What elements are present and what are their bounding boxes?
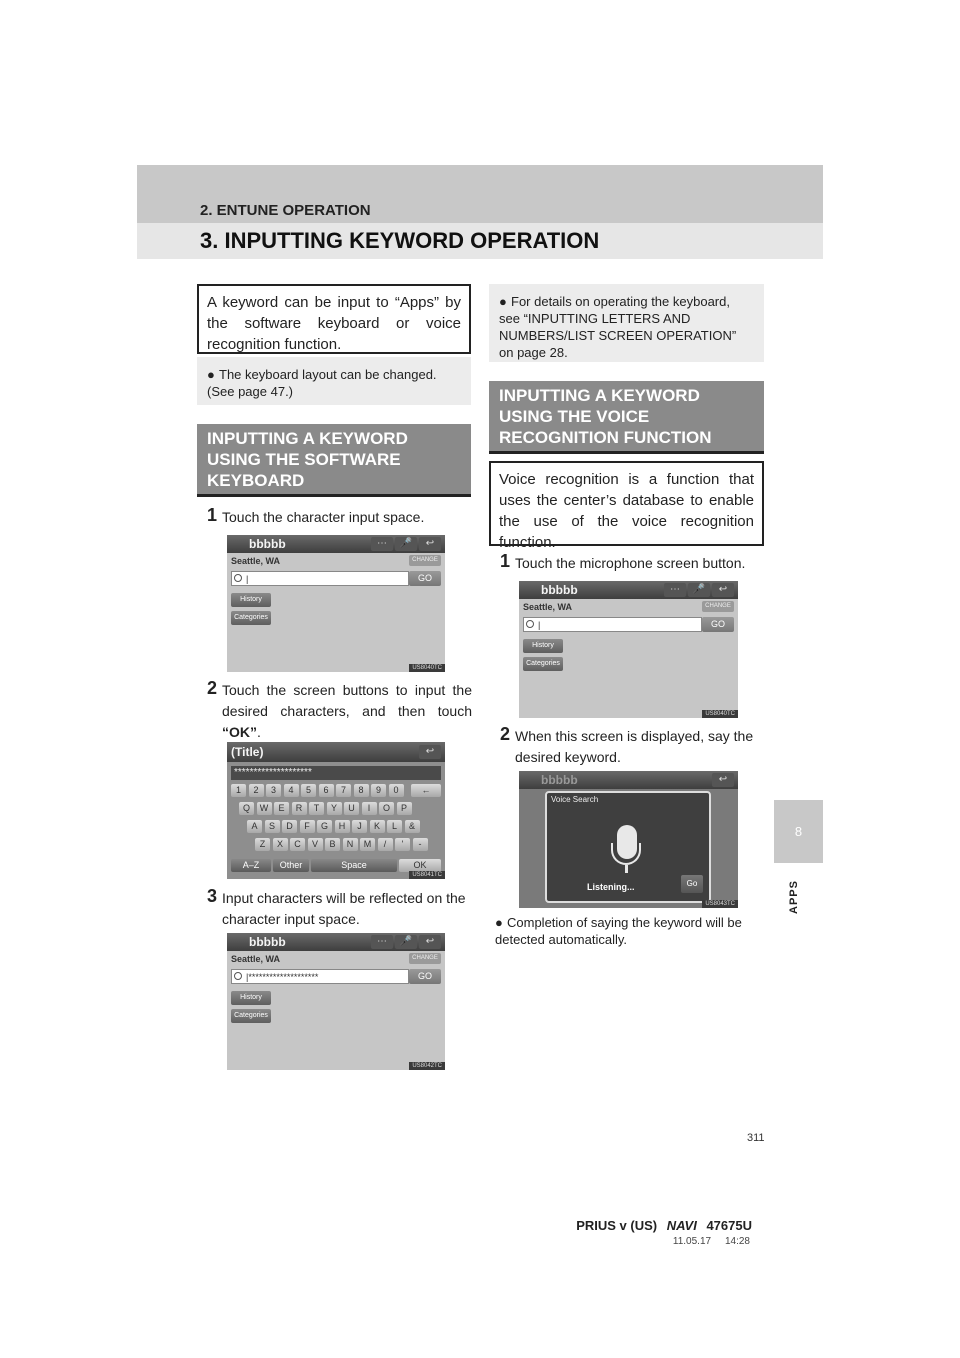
screen-keyboard xyxy=(227,742,445,879)
step-number: 1 xyxy=(207,505,218,525)
bullet-icon: ● xyxy=(207,367,215,382)
space-key[interactable]: Space xyxy=(311,859,397,872)
image-code: US8040TC xyxy=(702,710,738,718)
categories-button[interactable]: Categories xyxy=(231,1009,271,1023)
go-button[interactable]: GO xyxy=(702,617,734,632)
keyboard-key[interactable]: 9 xyxy=(371,784,386,797)
keyboard-key[interactable]: M xyxy=(360,838,375,851)
page-title: 3. INPUTTING KEYWORD OPERATION xyxy=(200,228,600,253)
image-code: US8042TC xyxy=(409,1062,445,1070)
chapter-number: 8 xyxy=(794,824,803,839)
image-code: US8041TC xyxy=(409,871,445,879)
keyboard-key[interactable]: 2 xyxy=(249,784,264,797)
microphone-icon[interactable]: 🎤 xyxy=(688,583,710,597)
back-icon[interactable]: ↩ xyxy=(419,935,441,949)
keyboard-key[interactable]: R xyxy=(292,802,307,815)
image-code: US8043TC xyxy=(702,900,738,908)
keyboard-key[interactable]: E xyxy=(274,802,289,815)
step-tail: . xyxy=(257,724,261,740)
keyboard-key[interactable]: J xyxy=(352,820,367,833)
keyboard-key[interactable]: 3 xyxy=(266,784,281,797)
voice-search-dialog xyxy=(545,791,711,903)
step-text: Touch the microphone screen button. xyxy=(515,555,746,571)
left-step-2 xyxy=(207,678,472,743)
ok-key[interactable]: OK xyxy=(399,859,441,872)
right-step-1 xyxy=(500,551,765,574)
keyboard-key[interactable]: Z xyxy=(255,838,270,851)
keyboard-key[interactable]: ' xyxy=(395,838,410,851)
bullet-icon: ● xyxy=(499,294,507,309)
keyboard-key[interactable]: - xyxy=(413,838,428,851)
left-step-3 xyxy=(207,886,472,930)
step-number: 1 xyxy=(500,551,511,571)
section-header: 2. ENTUNE OPERATION xyxy=(200,202,371,219)
search-icon xyxy=(234,972,242,980)
keyboard-key[interactable]: T xyxy=(309,802,324,815)
bullet-icon: ● xyxy=(495,915,503,930)
screen-location: Seattle, WA xyxy=(231,556,281,566)
chapter-label: APPS xyxy=(788,880,800,914)
voice-go-button[interactable]: Go xyxy=(681,875,703,893)
keyboard-key[interactable]: F xyxy=(300,820,315,833)
keyboard-key[interactable]: D xyxy=(282,820,297,833)
note-text: For details on operating the keyboard, see “INPUTTING LETTERS AND NUMBERS/LIST SCREEN OPERATION” on page 28. xyxy=(499,294,737,360)
keyboard-key[interactable]: N xyxy=(343,838,358,851)
keyboard-key[interactable]: Y xyxy=(327,802,342,815)
voice-intro-box: Voice recognition is a function that uses the center’s database to enable the use of the voice recognition function. xyxy=(489,461,764,546)
image-code: US8040TC xyxy=(409,664,445,672)
character-input-space[interactable]: | xyxy=(231,571,409,586)
screen-app-title: bbbbb xyxy=(541,773,578,787)
keyboard-key[interactable]: 6 xyxy=(319,784,334,797)
footer-model-name: PRIUS v (US) xyxy=(576,1218,658,1233)
footer-navi: NAVI xyxy=(666,1218,697,1233)
keyboard-key[interactable]: B xyxy=(325,838,340,851)
screen-app-title: bbbbb xyxy=(249,935,286,949)
keyboard-input-field[interactable]: ******************** xyxy=(231,766,441,780)
screen-search-empty xyxy=(227,535,445,672)
change-button[interactable]: CHANGE xyxy=(409,555,441,566)
search-icon xyxy=(234,574,242,582)
screen-search-typed xyxy=(227,933,445,1070)
back-icon[interactable]: ↩ xyxy=(712,583,734,597)
step-number: 3 xyxy=(207,886,218,906)
step-number: 2 xyxy=(500,724,511,744)
keyboard-key[interactable]: 0 xyxy=(389,784,404,797)
microphone-stand-icon xyxy=(611,843,641,865)
keyboard-key[interactable]: / xyxy=(378,838,393,851)
other-key[interactable]: Other xyxy=(273,859,309,872)
screen-location: Seattle, WA xyxy=(523,602,573,612)
keyboard-title: (Title) xyxy=(231,745,264,759)
keyboard-key[interactable]: K xyxy=(370,820,385,833)
keyboard-key[interactable]: 5 xyxy=(301,784,316,797)
keyboard-key[interactable]: H xyxy=(335,820,350,833)
keyboard-icon[interactable]: ⋯ xyxy=(371,537,393,551)
keyboard-key[interactable]: P xyxy=(397,802,412,815)
keyboard-key[interactable]: V xyxy=(308,838,323,851)
keyboard-icon[interactable]: ⋯ xyxy=(664,583,686,597)
history-button[interactable]: History xyxy=(231,991,271,1005)
screen-app-title: bbbbb xyxy=(249,537,286,551)
keyboard-key[interactable]: S xyxy=(265,820,280,833)
step-text: Input characters will be reflected on the character input space. xyxy=(222,890,466,927)
backspace-key[interactable]: ← xyxy=(411,784,441,797)
az-key[interactable]: A–Z xyxy=(231,859,271,872)
section-voice-recognition: INPUTTING A KEYWORD USING THE VOICE RECOGNITION FUNCTION xyxy=(489,381,764,454)
footer-datetime: 11.05.17 14:28 xyxy=(672,1236,750,1247)
screen-search-mic xyxy=(519,581,738,718)
keyboard-key[interactable]: O xyxy=(379,802,394,815)
note-text: The keyboard layout can be changed. (See page 47.) xyxy=(207,367,437,399)
microphone-icon[interactable]: 🎤 xyxy=(395,935,417,949)
keyboard-key[interactable]: 8 xyxy=(354,784,369,797)
step-ok-label: “OK” xyxy=(222,724,257,740)
screen-voice-search xyxy=(519,771,738,908)
keyboard-key[interactable]: W xyxy=(257,802,272,815)
character-input-space[interactable]: |******************** xyxy=(231,969,409,984)
screen-app-title: bbbbb xyxy=(541,583,578,597)
step-text: When this screen is displayed, say the desired keyword. xyxy=(515,728,754,765)
keyboard-key[interactable]: 1 xyxy=(231,784,246,797)
step-text: Touch the screen buttons to input the desired characters, and then touch xyxy=(222,682,472,719)
keyboard-key[interactable]: U xyxy=(344,802,359,815)
keyboard-key[interactable]: A xyxy=(247,820,262,833)
back-icon[interactable]: ↩ xyxy=(712,773,734,787)
step-text: Touch the character input space. xyxy=(222,509,425,525)
history-button[interactable]: History xyxy=(523,639,563,653)
back-icon[interactable]: ↩ xyxy=(419,537,441,551)
go-button[interactable]: GO xyxy=(409,571,441,586)
keyboard-key[interactable]: 4 xyxy=(284,784,299,797)
history-button[interactable]: History xyxy=(231,593,271,607)
keyboard-key[interactable]: I xyxy=(362,802,377,815)
section-software-keyboard: INPUTTING A KEYWORD USING THE SOFTWARE KEYBOARD xyxy=(197,424,471,497)
character-input-space[interactable]: | xyxy=(523,617,702,632)
keyboard-key[interactable]: G xyxy=(317,820,332,833)
keyboard-key[interactable]: & xyxy=(405,820,420,833)
footer-model xyxy=(576,1218,752,1233)
voice-search-title: Voice Search xyxy=(551,795,599,804)
right-step-2 xyxy=(500,724,765,768)
step-number: 2 xyxy=(207,678,218,698)
listening-status: Listening... xyxy=(587,882,635,892)
keyboard-key[interactable]: 7 xyxy=(336,784,351,797)
change-button[interactable]: CHANGE xyxy=(702,601,734,612)
categories-button[interactable]: Categories xyxy=(231,611,271,625)
page-number: 311 xyxy=(747,1132,765,1144)
keyboard-key[interactable]: Q xyxy=(239,802,254,815)
search-icon xyxy=(526,620,534,628)
note-keyboard-details xyxy=(489,284,764,362)
footer-code: 47675U xyxy=(706,1218,752,1233)
keyboard-key[interactable]: X xyxy=(273,838,288,851)
intro-box: A keyword can be input to “Apps” by the software keyboard or voice recognition function. xyxy=(197,284,471,354)
keyboard-icon[interactable]: ⋯ xyxy=(371,935,393,949)
note-keyboard-layout xyxy=(197,357,471,405)
bullet-text: Completion of saying the keyword will be detected automatically. xyxy=(495,915,742,947)
keyboard-key[interactable]: L xyxy=(387,820,402,833)
screen-location: Seattle, WA xyxy=(231,954,281,964)
microphone-base-icon xyxy=(625,865,628,873)
keyboard-key[interactable]: C xyxy=(290,838,305,851)
back-icon[interactable]: ↩ xyxy=(419,745,441,759)
categories-button[interactable]: Categories xyxy=(523,657,563,671)
change-button[interactable]: CHANGE xyxy=(409,953,441,964)
microphone-icon[interactable]: 🎤 xyxy=(395,537,417,551)
left-step-1 xyxy=(207,505,472,528)
go-button[interactable]: GO xyxy=(409,969,441,984)
bullet-completion xyxy=(495,914,765,948)
